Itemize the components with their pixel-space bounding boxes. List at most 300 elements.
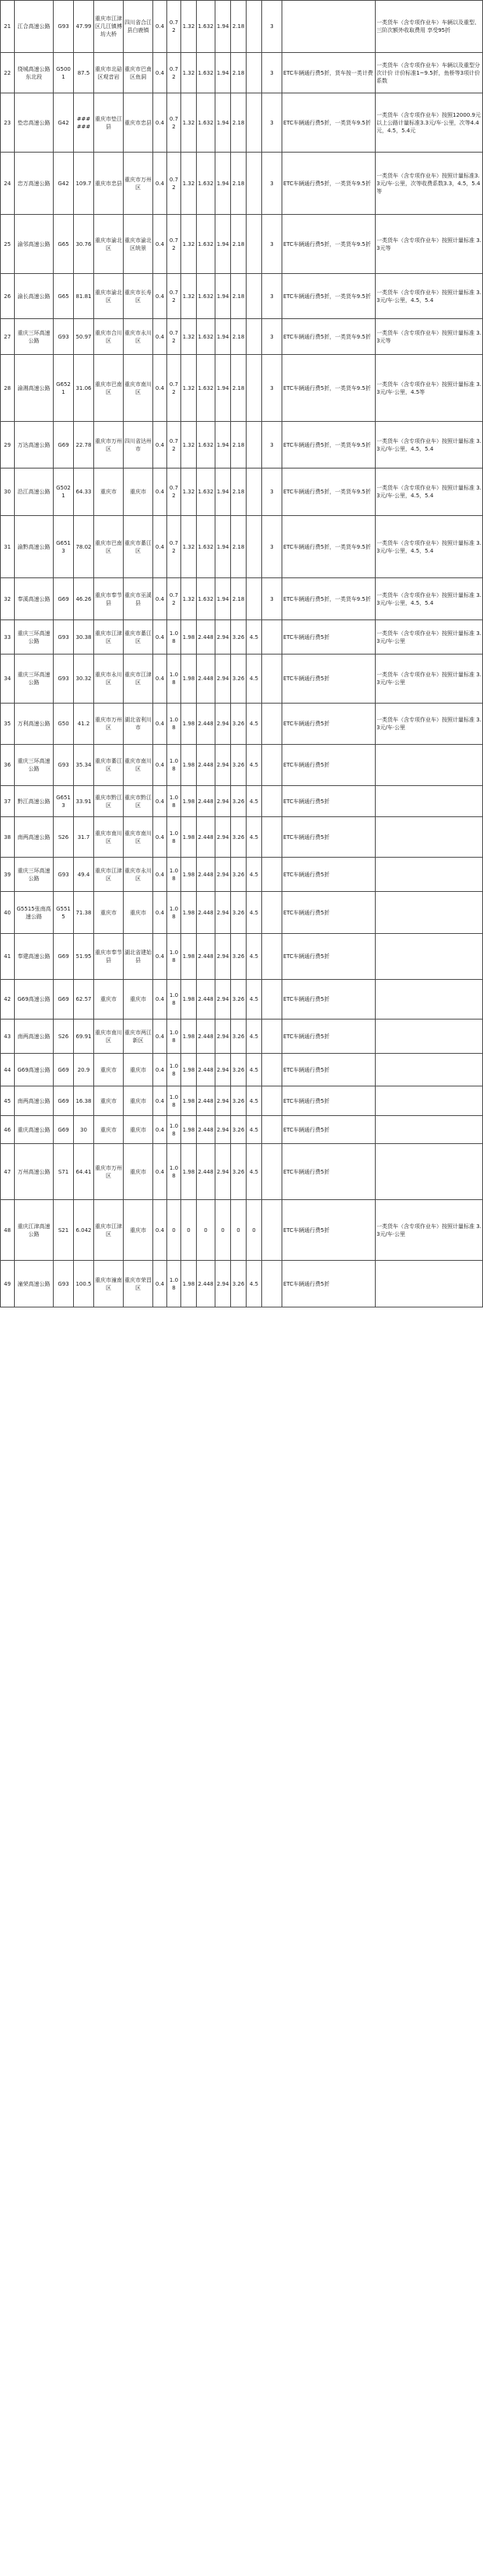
rate-class-7: 4.5 bbox=[247, 655, 262, 704]
etc-discount: ETC车辆通行费5折，一类货车9.5折 bbox=[282, 93, 376, 153]
rate-class-2: 1.08 bbox=[167, 704, 181, 745]
etc-discount: ETC车辆通行费5折 bbox=[282, 1020, 376, 1054]
table-row bbox=[1, 1144, 483, 1200]
rate-class-1: 0.4 bbox=[153, 422, 167, 469]
rate-class-3: 1.32 bbox=[181, 422, 197, 469]
rate-class-5: 1.94 bbox=[215, 469, 231, 516]
rate-class-6: 2.18 bbox=[231, 93, 247, 153]
rate-class-4: 2.448 bbox=[197, 980, 215, 1020]
remarks bbox=[376, 1086, 483, 1116]
rate-flag: 3 bbox=[262, 516, 282, 578]
etc-discount: ETC车辆通行费5折 bbox=[282, 1200, 376, 1261]
rate-flag: 3 bbox=[262, 319, 282, 355]
rate-class-1: 0.4 bbox=[153, 274, 167, 319]
row-number: 45 bbox=[1, 1086, 15, 1116]
route-code: G69 bbox=[54, 1086, 74, 1116]
table-row bbox=[1, 469, 483, 516]
road-name: 奉溪高速公路 bbox=[15, 578, 54, 620]
rate-class-7: 4.5 bbox=[247, 745, 262, 786]
road-name: 沿江高速公路 bbox=[15, 469, 54, 516]
table-row bbox=[1, 153, 483, 215]
rate-class-3: 1.98 bbox=[181, 1020, 197, 1054]
table-row bbox=[1, 745, 483, 786]
table-row bbox=[1, 620, 483, 655]
end-point: 重庆市 bbox=[124, 1054, 153, 1086]
rate-class-7 bbox=[247, 1, 262, 53]
rate-class-3: 1.98 bbox=[181, 620, 197, 655]
remarks bbox=[376, 1116, 483, 1144]
rate-class-4: 1.632 bbox=[197, 422, 215, 469]
rate-class-6: 3.26 bbox=[231, 786, 247, 817]
rate-class-5: 0 bbox=[215, 1200, 231, 1261]
start-point: 重庆市忠县 bbox=[94, 153, 124, 215]
rate-class-6: 3.26 bbox=[231, 1116, 247, 1144]
end-point: 重庆市永川区 bbox=[124, 858, 153, 892]
row-number: 46 bbox=[1, 1116, 15, 1144]
rate-class-4: 2.448 bbox=[197, 786, 215, 817]
rate-class-7 bbox=[247, 153, 262, 215]
row-number: 43 bbox=[1, 1020, 15, 1054]
remarks: 一类货车（含专项作业车）按照计量标准 3.3元/车·公里，4.5，5.4 bbox=[376, 516, 483, 578]
rate-class-3: 1.32 bbox=[181, 93, 197, 153]
remarks: 一类货车（含专项作业车）按照计量标准 3.3元/车·公里，4.5，5.4 bbox=[376, 578, 483, 620]
rate-class-3: 1.98 bbox=[181, 1054, 197, 1086]
end-point: 四川省达州市 bbox=[124, 422, 153, 469]
rate-class-7: 4.5 bbox=[247, 786, 262, 817]
rate-class-4: 1.632 bbox=[197, 319, 215, 355]
start-point: 重庆市垫江县 bbox=[94, 93, 124, 153]
route-code: G5021 bbox=[54, 469, 74, 516]
etc-discount: ETC车辆通行费5折，一类货车9.5折 bbox=[282, 422, 376, 469]
route-code: S26 bbox=[54, 1020, 74, 1054]
rate-class-2: 1.08 bbox=[167, 858, 181, 892]
rate-class-7: 0 bbox=[247, 1200, 262, 1261]
rate-class-3: 1.32 bbox=[181, 53, 197, 93]
row-number: 27 bbox=[1, 319, 15, 355]
rate-class-5: 1.94 bbox=[215, 53, 231, 93]
rate-class-1: 0.4 bbox=[153, 858, 167, 892]
road-name: 忠万高速公路 bbox=[15, 153, 54, 215]
route-code: S21 bbox=[54, 1200, 74, 1261]
etc-discount: ETC车辆通行费5折 bbox=[282, 1144, 376, 1200]
rate-class-1: 0.4 bbox=[153, 1086, 167, 1116]
etc-discount: ETC车辆通行费5折 bbox=[282, 655, 376, 704]
rate-class-3: 1.32 bbox=[181, 319, 197, 355]
rate-class-4: 1.632 bbox=[197, 215, 215, 274]
end-point: 重庆市 bbox=[124, 892, 153, 934]
length-km: 100.5 bbox=[74, 1261, 94, 1307]
rate-class-2: 1.08 bbox=[167, 817, 181, 858]
route-code: G65 bbox=[54, 215, 74, 274]
rate-class-2: 1.08 bbox=[167, 1116, 181, 1144]
end-point: 四川省合江县白鹿镇 bbox=[124, 1, 153, 53]
rate-flag bbox=[262, 1086, 282, 1116]
row-number: 23 bbox=[1, 93, 15, 153]
rate-flag bbox=[262, 704, 282, 745]
row-number: 36 bbox=[1, 745, 15, 786]
rate-class-1: 0.4 bbox=[153, 53, 167, 93]
rate-class-1: 0.4 bbox=[153, 817, 167, 858]
rate-flag: 3 bbox=[262, 355, 282, 422]
length-km: 31.06 bbox=[74, 355, 94, 422]
rate-flag bbox=[262, 786, 282, 817]
end-point: 重庆市南川区 bbox=[124, 817, 153, 858]
route-code: G69 bbox=[54, 578, 74, 620]
route-code: G69 bbox=[54, 1116, 74, 1144]
row-number: 42 bbox=[1, 980, 15, 1020]
rate-class-2: 1.08 bbox=[167, 620, 181, 655]
rate-class-6: 2.18 bbox=[231, 422, 247, 469]
end-point: 重庆市忠县 bbox=[124, 93, 153, 153]
rate-class-7: 4.5 bbox=[247, 817, 262, 858]
rate-class-2: 1.08 bbox=[167, 1020, 181, 1054]
route-code: S71 bbox=[54, 1144, 74, 1200]
etc-discount: ETC车辆通行费5折 bbox=[282, 892, 376, 934]
length-km: 47.99 bbox=[74, 1, 94, 53]
start-point: 重庆市 bbox=[94, 1054, 124, 1086]
route-code: G42 bbox=[54, 153, 74, 215]
rate-class-7 bbox=[247, 578, 262, 620]
rate-class-2: 1.08 bbox=[167, 1261, 181, 1307]
length-km: 35.34 bbox=[74, 745, 94, 786]
rate-flag bbox=[262, 1200, 282, 1261]
road-name: 重庆三环高速公路 bbox=[15, 319, 54, 355]
table-row bbox=[1, 93, 483, 153]
rate-class-5: 2.94 bbox=[215, 1020, 231, 1054]
road-name: 南两高速公路 bbox=[15, 1086, 54, 1116]
road-name: 重庆三环高速公路 bbox=[15, 620, 54, 655]
rate-class-7 bbox=[247, 319, 262, 355]
length-km: 81.81 bbox=[74, 274, 94, 319]
rate-class-1: 0.4 bbox=[153, 215, 167, 274]
etc-discount: ETC车辆通行费5折 bbox=[282, 980, 376, 1020]
route-code: G93 bbox=[54, 655, 74, 704]
route-code: G93 bbox=[54, 745, 74, 786]
rate-class-1: 0.4 bbox=[153, 786, 167, 817]
rate-class-4: 2.448 bbox=[197, 934, 215, 980]
table-row bbox=[1, 892, 483, 934]
rate-class-6: 2.18 bbox=[231, 53, 247, 93]
table-row bbox=[1, 422, 483, 469]
rate-class-1: 0.4 bbox=[153, 153, 167, 215]
length-km: 87.5 bbox=[74, 53, 94, 93]
rate-class-6: 2.18 bbox=[231, 578, 247, 620]
rate-class-6: 2.18 bbox=[231, 516, 247, 578]
remarks: 一类货车（含专项作业车）按照计量标准 3.3元/车·公里 bbox=[376, 704, 483, 745]
rate-class-4: 2.448 bbox=[197, 1116, 215, 1144]
rate-class-5: 2.94 bbox=[215, 858, 231, 892]
rate-class-1: 0.4 bbox=[153, 469, 167, 516]
rate-class-3: 1.32 bbox=[181, 1, 197, 53]
road-name: 万利高速公路 bbox=[15, 704, 54, 745]
remarks: 一类货车（含专项作业车）按照计量标准 3.3元/车·公里，4.5，5.4 bbox=[376, 422, 483, 469]
rate-flag: 3 bbox=[262, 53, 282, 93]
rate-class-5: 2.94 bbox=[215, 620, 231, 655]
rate-class-7 bbox=[247, 516, 262, 578]
length-km: 16.38 bbox=[74, 1086, 94, 1116]
rate-class-4: 1.632 bbox=[197, 516, 215, 578]
table-row bbox=[1, 1116, 483, 1144]
rate-class-1: 0.4 bbox=[153, 578, 167, 620]
end-point: 重庆市南川区 bbox=[124, 745, 153, 786]
start-point: 重庆市万州区 bbox=[94, 422, 124, 469]
rate-class-4: 1.632 bbox=[197, 578, 215, 620]
rate-class-2: 0.72 bbox=[167, 422, 181, 469]
length-km: ###### bbox=[74, 93, 94, 153]
road-name: G69高速公路 bbox=[15, 1054, 54, 1086]
rate-flag bbox=[262, 1020, 282, 1054]
rate-flag: 3 bbox=[262, 469, 282, 516]
etc-discount: ETC车辆通行费5折，一类货车9.5折 bbox=[282, 319, 376, 355]
etc-discount: ETC车辆通行费5折 bbox=[282, 786, 376, 817]
rate-flag bbox=[262, 892, 282, 934]
remarks bbox=[376, 858, 483, 892]
rate-flag: 3 bbox=[262, 1, 282, 53]
rate-class-4: 2.448 bbox=[197, 620, 215, 655]
road-name: G69高速公路 bbox=[15, 980, 54, 1020]
route-code: G69 bbox=[54, 422, 74, 469]
rate-class-7 bbox=[247, 422, 262, 469]
table-row bbox=[1, 655, 483, 704]
row-number: 39 bbox=[1, 858, 15, 892]
rate-class-2: 1.08 bbox=[167, 980, 181, 1020]
rate-class-5: 1.94 bbox=[215, 153, 231, 215]
rate-class-6: 3.26 bbox=[231, 858, 247, 892]
table-row bbox=[1, 319, 483, 355]
rate-flag: 3 bbox=[262, 274, 282, 319]
table-row bbox=[1, 1086, 483, 1116]
remarks bbox=[376, 892, 483, 934]
row-number: 30 bbox=[1, 469, 15, 516]
table-row bbox=[1, 786, 483, 817]
etc-discount: ETC车辆通行费5折 bbox=[282, 1261, 376, 1307]
rate-class-5: 2.94 bbox=[215, 934, 231, 980]
remarks: 一类货车（含专项作业车）按照计量标准 3.3元/车·公里，4.5，5.4 bbox=[376, 469, 483, 516]
route-code: G6521 bbox=[54, 355, 74, 422]
row-number: 26 bbox=[1, 274, 15, 319]
rate-class-6: 3.26 bbox=[231, 1261, 247, 1307]
remarks: 一类货车（含专项作业车）按照计量标准 3.3元/车·公里 bbox=[376, 655, 483, 704]
rate-flag bbox=[262, 1261, 282, 1307]
rate-class-3: 1.98 bbox=[181, 1086, 197, 1116]
end-point: 重庆市 bbox=[124, 1144, 153, 1200]
table-row bbox=[1, 215, 483, 274]
rate-class-5: 2.94 bbox=[215, 1054, 231, 1086]
route-code: S26 bbox=[54, 817, 74, 858]
rate-class-4: 1.632 bbox=[197, 355, 215, 422]
rate-class-2: 1.08 bbox=[167, 745, 181, 786]
start-point: 重庆市奉节县 bbox=[94, 934, 124, 980]
length-km: 22.78 bbox=[74, 422, 94, 469]
table-row bbox=[1, 934, 483, 980]
rate-class-5: 1.94 bbox=[215, 1, 231, 53]
start-point: 重庆市巴南区 bbox=[94, 516, 124, 578]
rate-class-6: 2.18 bbox=[231, 469, 247, 516]
length-km: 31.7 bbox=[74, 817, 94, 858]
start-point: 重庆市万州区 bbox=[94, 704, 124, 745]
row-number: 33 bbox=[1, 620, 15, 655]
rate-class-2: 1.08 bbox=[167, 1086, 181, 1116]
end-point: 重庆市两江新区 bbox=[124, 1020, 153, 1054]
etc-discount: ETC车辆通行费5折 bbox=[282, 704, 376, 745]
length-km: 30.38 bbox=[74, 620, 94, 655]
road-name: 万州高速公路 bbox=[15, 1144, 54, 1200]
road-name: 重庆三环高速公路 bbox=[15, 655, 54, 704]
route-code: G93 bbox=[54, 1261, 74, 1307]
route-code: G6513 bbox=[54, 516, 74, 578]
rate-class-3: 1.32 bbox=[181, 355, 197, 422]
start-point: 重庆市奉节县 bbox=[94, 578, 124, 620]
rate-class-6: 3.26 bbox=[231, 892, 247, 934]
rate-class-7 bbox=[247, 93, 262, 153]
route-code: G5001 bbox=[54, 53, 74, 93]
etc-discount: ETC车辆通行费5折，货车按一类计费 bbox=[282, 53, 376, 93]
length-km: 109.7 bbox=[74, 153, 94, 215]
table-row bbox=[1, 1020, 483, 1054]
rate-flag bbox=[262, 655, 282, 704]
rate-class-4: 2.448 bbox=[197, 817, 215, 858]
road-name: 渝黔高速公路 bbox=[15, 516, 54, 578]
remarks bbox=[376, 1020, 483, 1054]
row-number: 31 bbox=[1, 516, 15, 578]
rate-class-6: 3.26 bbox=[231, 1144, 247, 1200]
rate-class-1: 0.4 bbox=[153, 93, 167, 153]
end-point: 重庆市万州区 bbox=[124, 153, 153, 215]
end-point: 重庆市綦江区 bbox=[124, 620, 153, 655]
rate-class-7 bbox=[247, 215, 262, 274]
etc-discount: ETC车辆通行费5折 bbox=[282, 934, 376, 980]
start-point: 重庆市江津区 bbox=[94, 620, 124, 655]
rate-class-6: 3.26 bbox=[231, 655, 247, 704]
rate-class-1: 0.4 bbox=[153, 516, 167, 578]
rate-class-7 bbox=[247, 469, 262, 516]
road-name: 渝湘高速公路 bbox=[15, 355, 54, 422]
end-point: 重庆市 bbox=[124, 980, 153, 1020]
rate-class-6: 2.18 bbox=[231, 319, 247, 355]
road-name: 潼荣高速公路 bbox=[15, 1261, 54, 1307]
rate-flag bbox=[262, 858, 282, 892]
route-code: G6513 bbox=[54, 786, 74, 817]
start-point: 重庆市 bbox=[94, 892, 124, 934]
rate-class-5: 1.94 bbox=[215, 93, 231, 153]
rate-class-1: 0.4 bbox=[153, 745, 167, 786]
rate-class-4: 2.448 bbox=[197, 892, 215, 934]
end-point: 重庆市江津区 bbox=[124, 655, 153, 704]
length-km: 64.41 bbox=[74, 1144, 94, 1200]
table-row bbox=[1, 704, 483, 745]
rate-class-6: 2.18 bbox=[231, 274, 247, 319]
row-number: 28 bbox=[1, 355, 15, 422]
rate-class-3: 1.32 bbox=[181, 153, 197, 215]
length-km: 71.38 bbox=[74, 892, 94, 934]
row-number: 37 bbox=[1, 786, 15, 817]
remarks: 一类货车（含专项作业车）按照计量标准 3.3元/车·公里，4.5，5.4 bbox=[376, 274, 483, 319]
rate-flag bbox=[262, 980, 282, 1020]
rate-class-5: 2.94 bbox=[215, 817, 231, 858]
remarks bbox=[376, 817, 483, 858]
route-code: G50 bbox=[54, 704, 74, 745]
table-row bbox=[1, 1200, 483, 1261]
rate-class-3: 1.98 bbox=[181, 1144, 197, 1200]
rate-class-1: 0.4 bbox=[153, 1144, 167, 1200]
end-point: 重庆市荣昌区 bbox=[124, 1261, 153, 1307]
rate-class-2: 0.72 bbox=[167, 215, 181, 274]
rate-class-5: 2.94 bbox=[215, 892, 231, 934]
rate-class-2: 1.08 bbox=[167, 786, 181, 817]
rate-class-5: 1.94 bbox=[215, 319, 231, 355]
remarks: 一类货车（含专项作业车）按照计量标准 3.3元等 bbox=[376, 319, 483, 355]
remarks bbox=[376, 934, 483, 980]
rate-class-3: 1.32 bbox=[181, 215, 197, 274]
etc-discount: ETC车辆通行费5折 bbox=[282, 1116, 376, 1144]
remarks: 一类货车（含专项作业车）按照计量标准 3.3元/车·公里 bbox=[376, 620, 483, 655]
rate-class-3: 1.98 bbox=[181, 655, 197, 704]
rate-class-2: 0.72 bbox=[167, 469, 181, 516]
rate-class-4: 2.448 bbox=[197, 704, 215, 745]
rate-class-1: 0.4 bbox=[153, 1200, 167, 1261]
rate-class-7 bbox=[247, 274, 262, 319]
rate-class-4: 1.632 bbox=[197, 1, 215, 53]
end-point: 重庆市巴南区鱼洞 bbox=[124, 53, 153, 93]
rate-class-4: 2.448 bbox=[197, 1144, 215, 1200]
start-point: 重庆市潼南区 bbox=[94, 1261, 124, 1307]
rate-class-7: 4.5 bbox=[247, 934, 262, 980]
rate-class-6: 3.26 bbox=[231, 980, 247, 1020]
rate-class-7 bbox=[247, 355, 262, 422]
end-point: 重庆市巫溪县 bbox=[124, 578, 153, 620]
road-name: 江合高速公路 bbox=[15, 1, 54, 53]
etc-discount: ETC车辆通行费5折 bbox=[282, 745, 376, 786]
rate-class-1: 0.4 bbox=[153, 1, 167, 53]
length-km: 30.76 bbox=[74, 215, 94, 274]
table-row bbox=[1, 1261, 483, 1307]
rate-class-6: 2.18 bbox=[231, 153, 247, 215]
remarks: 一类货车（含专项作业车）按照计量标准 3.3元/车·公里，4.5等 bbox=[376, 355, 483, 422]
row-number: 24 bbox=[1, 153, 15, 215]
remarks bbox=[376, 1144, 483, 1200]
etc-discount: ETC车辆通行费5折 bbox=[282, 858, 376, 892]
rate-class-4: 1.632 bbox=[197, 53, 215, 93]
rate-class-2: 0.72 bbox=[167, 93, 181, 153]
road-name: 绕城高速公路东北段 bbox=[15, 53, 54, 93]
road-name: 重庆江津高速公路 bbox=[15, 1200, 54, 1261]
route-code: G93 bbox=[54, 620, 74, 655]
start-point: 重庆市江津区几江镇傅坊大桥 bbox=[94, 1, 124, 53]
rate-class-5: 1.94 bbox=[215, 274, 231, 319]
rate-class-2: 0.72 bbox=[167, 578, 181, 620]
etc-discount: ETC车辆通行费5折 bbox=[282, 620, 376, 655]
table-row bbox=[1, 980, 483, 1020]
start-point: 重庆市南川区 bbox=[94, 1020, 124, 1054]
road-name: 黔江高速公路 bbox=[15, 786, 54, 817]
rate-flag: 3 bbox=[262, 578, 282, 620]
rate-class-1: 0.4 bbox=[153, 1054, 167, 1086]
table-row bbox=[1, 1, 483, 53]
rate-class-7: 4.5 bbox=[247, 704, 262, 745]
rate-class-2: 0.72 bbox=[167, 319, 181, 355]
etc-discount: ETC车辆通行费5折 bbox=[282, 817, 376, 858]
rate-class-5: 2.94 bbox=[215, 704, 231, 745]
end-point: 重庆市 bbox=[124, 1086, 153, 1116]
rate-class-7: 4.5 bbox=[247, 1261, 262, 1307]
start-point: 重庆市綦江区 bbox=[94, 745, 124, 786]
start-point: 重庆市 bbox=[94, 1086, 124, 1116]
table-row bbox=[1, 1054, 483, 1086]
remarks bbox=[376, 786, 483, 817]
length-km: 51.95 bbox=[74, 934, 94, 980]
etc-discount: ETC车辆通行费5折，一类货车9.5折 bbox=[282, 469, 376, 516]
rate-class-4: 1.632 bbox=[197, 274, 215, 319]
